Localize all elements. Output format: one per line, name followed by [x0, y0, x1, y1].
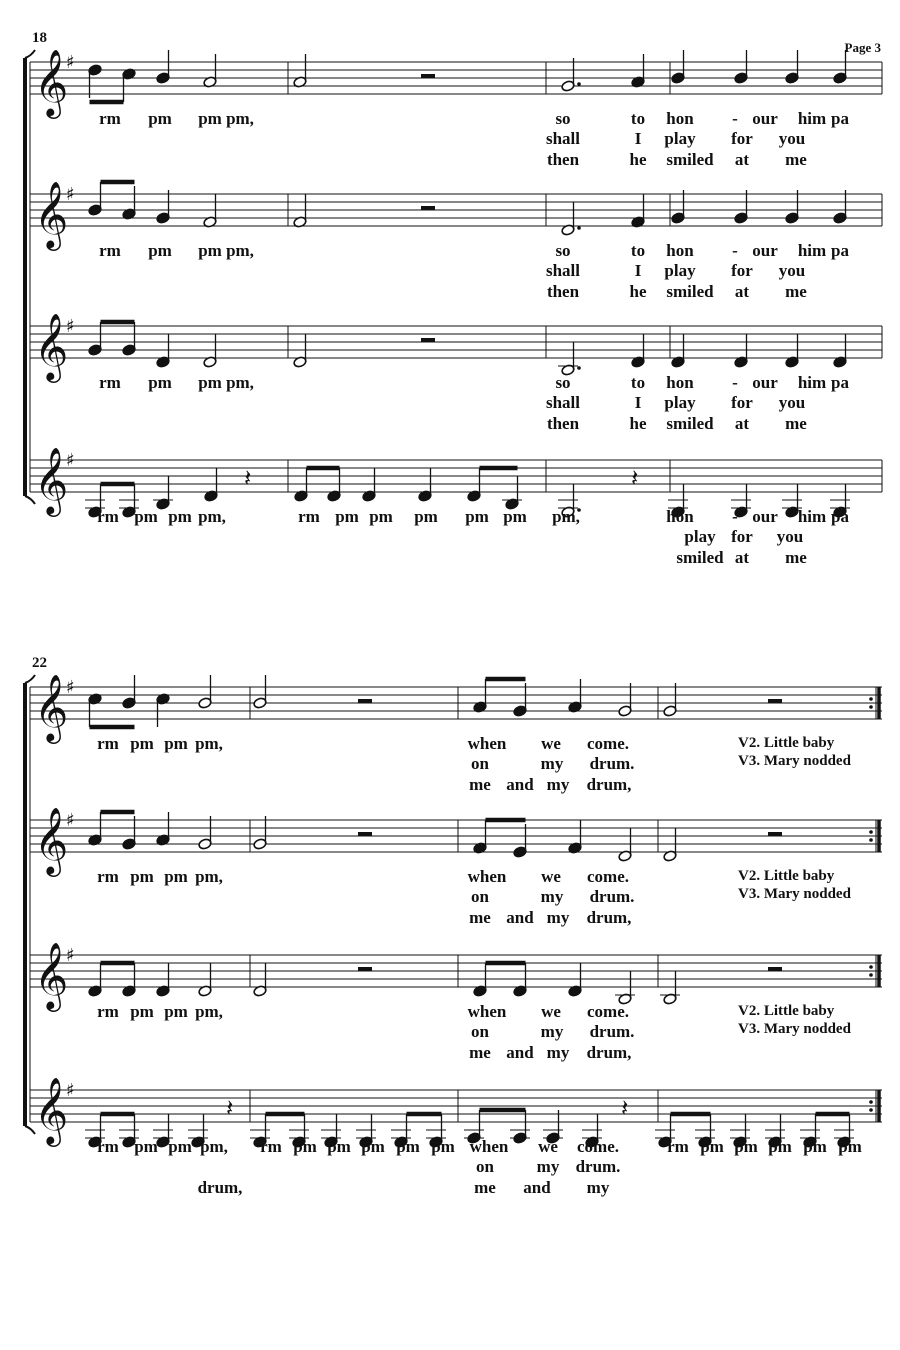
- lyric-syllable: pm: [293, 1137, 317, 1156]
- lyric-syllable: when: [469, 1137, 509, 1156]
- lyric-syllable: when: [467, 867, 507, 886]
- lyric-syllable: for: [731, 393, 753, 412]
- treble-clef-icon: 𝄞: [34, 48, 69, 116]
- lyric-syllable: to: [630, 241, 646, 260]
- lyric-syllable: pa: [831, 241, 849, 260]
- lyric-syllable: pm: [134, 507, 158, 526]
- lyric-syllable: my: [536, 1157, 560, 1176]
- repeat-dot: [869, 697, 873, 701]
- lyric-syllable: pm: [130, 867, 154, 886]
- verse-label: V3. Mary nodded: [738, 753, 851, 769]
- staff: [30, 673, 882, 794]
- half-rest: [768, 967, 782, 971]
- half-rest: [768, 699, 782, 703]
- key-signature-sharp-icon: ♯: [66, 945, 75, 966]
- lyric-syllable: he: [629, 282, 647, 301]
- half-rest: [768, 832, 782, 836]
- dot: [577, 366, 581, 370]
- lyric-syllable: my: [546, 1043, 570, 1062]
- lyric-syllable: our: [752, 109, 778, 128]
- quarter-rest: 𝄽: [621, 1094, 629, 1122]
- lyric-syllable: me: [785, 282, 807, 301]
- lyric-syllable: drum,: [586, 775, 632, 794]
- lyric-syllable: pm: [198, 109, 222, 128]
- lyric-syllable: so: [555, 373, 571, 392]
- treble-clef-icon: 𝄞: [34, 941, 69, 1009]
- key-signature-sharp-icon: ♯: [66, 1080, 75, 1101]
- lyric-syllable: rm: [97, 734, 119, 753]
- quarter-rest: 𝄽: [226, 1094, 234, 1122]
- half-rest: [421, 338, 435, 342]
- lyric-syllable: pm: [414, 507, 438, 526]
- lyric-syllable: he: [629, 150, 647, 169]
- lyric-syllable: me: [785, 414, 807, 433]
- lyric-syllable: play: [684, 527, 716, 546]
- lyric-syllable: pm: [700, 1137, 724, 1156]
- lyric-syllable: rm: [298, 507, 320, 526]
- lyric-syllable: we: [541, 867, 561, 886]
- lyric-syllable: for: [731, 527, 753, 546]
- lyric-syllable: you: [778, 393, 806, 412]
- lyric-syllable: at: [734, 282, 750, 301]
- lyric-syllable: pm: [148, 241, 172, 260]
- lyric-syllable: drum.: [589, 887, 635, 906]
- lyric-syllable: our: [752, 241, 778, 260]
- lyric-syllable: pm: [164, 734, 188, 753]
- repeat-dot: [869, 705, 873, 709]
- lyric-syllable: pm: [148, 109, 172, 128]
- lyric-syllable: -: [732, 507, 738, 526]
- dot: [577, 226, 581, 230]
- lyric-syllable: our: [752, 507, 778, 526]
- lyric-syllable: pm,: [552, 507, 580, 526]
- page-number-label: Page 3: [844, 40, 881, 55]
- treble-clef-icon: 𝄞: [34, 180, 69, 248]
- lyric-syllable: pm,: [198, 507, 226, 526]
- lyric-syllable: we: [541, 1002, 561, 1021]
- lyric-syllable: rm: [260, 1137, 282, 1156]
- lyric-syllable: then: [546, 414, 580, 433]
- staff: [30, 48, 882, 169]
- key-signature-sharp-icon: ♯: [66, 316, 75, 337]
- lyric-syllable: play: [664, 393, 696, 412]
- lyric-syllable: shall: [545, 393, 581, 412]
- lyric-syllable: and: [506, 908, 534, 927]
- lyric-syllable: pm,: [195, 734, 223, 753]
- repeat-dot: [869, 830, 873, 834]
- lyric-syllable: when: [467, 734, 507, 753]
- lyric-syllable: rm: [667, 1137, 689, 1156]
- verse-label: V2. Little baby: [738, 1003, 835, 1019]
- staff: [30, 446, 882, 567]
- lyric-syllable: pm,: [195, 1002, 223, 1021]
- lyric-syllable: and: [506, 775, 534, 794]
- lyric-syllable: we: [538, 1137, 558, 1156]
- lyric-syllable: I: [634, 261, 642, 280]
- lyric-syllable: pm: [168, 1137, 192, 1156]
- lyric-syllable: shall: [545, 261, 581, 280]
- lyric-syllable: me: [474, 1178, 496, 1197]
- measure-number: 22: [32, 655, 47, 671]
- lyric-syllable: on: [471, 887, 489, 906]
- treble-clef-icon: 𝄞: [34, 673, 69, 741]
- verse-label: V2. Little baby: [738, 735, 835, 751]
- lyric-syllable: me: [469, 908, 491, 927]
- lyric-syllable: -: [732, 373, 738, 392]
- staff: [30, 1076, 882, 1197]
- lyric-syllable: rm: [97, 1002, 119, 1021]
- lyric-syllable: pm: [361, 1137, 385, 1156]
- lyric-syllable: so: [555, 241, 571, 260]
- lyric-syllable: pm,: [226, 109, 254, 128]
- lyric-syllable: pm,: [226, 241, 254, 260]
- half-rest: [358, 967, 372, 971]
- lyric-syllable: shall: [545, 129, 581, 148]
- lyric-syllable: and: [523, 1178, 551, 1197]
- verse-label: V3. Mary nodded: [738, 886, 851, 902]
- lyric-syllable: pm: [803, 1137, 827, 1156]
- repeat-dot: [869, 1108, 873, 1112]
- repeat-dot: [869, 838, 873, 842]
- lyric-syllable: pm: [168, 507, 192, 526]
- lyric-syllable: my: [586, 1178, 610, 1197]
- lyric-syllable: drum.: [575, 1157, 621, 1176]
- lyric-syllable: my: [546, 775, 570, 794]
- lyric-syllable: drum,: [586, 908, 632, 927]
- lyric-syllable: hon: [666, 373, 694, 392]
- lyric-syllable: him: [797, 109, 827, 128]
- lyric-syllable: pa: [831, 507, 849, 526]
- lyric-syllable: I: [634, 129, 642, 148]
- lyric-syllable: -: [732, 241, 738, 260]
- lyric-syllable: and: [506, 1043, 534, 1062]
- lyric-syllable: my: [540, 754, 564, 773]
- lyric-syllable: rm: [99, 109, 121, 128]
- lyric-syllable: me: [785, 548, 807, 567]
- lyric-syllable: when: [467, 1002, 507, 1021]
- dot: [577, 82, 581, 86]
- lyric-syllable: pm,: [200, 1137, 228, 1156]
- repeat-dot: [869, 965, 873, 969]
- lyric-syllable: my: [540, 1022, 564, 1041]
- key-signature-sharp-icon: ♯: [66, 810, 75, 831]
- lyric-syllable: -: [732, 109, 738, 128]
- lyric-syllable: pm,: [226, 373, 254, 392]
- lyric-syllable: we: [541, 734, 561, 753]
- lyric-syllable: pm: [148, 373, 172, 392]
- lyric-syllable: my: [540, 887, 564, 906]
- staff: [30, 180, 882, 301]
- lyric-syllable: pm: [335, 507, 359, 526]
- half-rest: [421, 74, 435, 78]
- lyric-syllable: pm: [164, 1002, 188, 1021]
- lyric-syllable: I: [634, 393, 642, 412]
- lyric-syllable: pm: [327, 1137, 351, 1156]
- lyric-syllable: play: [664, 129, 696, 148]
- lyric-syllable: pm: [130, 734, 154, 753]
- lyric-syllable: pm: [734, 1137, 758, 1156]
- staff: [30, 941, 882, 1062]
- staff: [30, 806, 882, 927]
- lyric-syllable: come.: [586, 867, 630, 886]
- lyric-syllable: drum.: [589, 754, 635, 773]
- half-rest: [358, 699, 372, 703]
- lyric-syllable: pm: [838, 1137, 862, 1156]
- treble-clef-icon: 𝄞: [34, 312, 69, 380]
- lyric-syllable: come.: [586, 1002, 630, 1021]
- lyric-syllable: him: [797, 373, 827, 392]
- lyric-syllable: pm: [369, 507, 393, 526]
- lyric-syllable: rm: [97, 867, 119, 886]
- lyric-syllable: me: [469, 775, 491, 794]
- lyric-syllable: me: [469, 1043, 491, 1062]
- verse-label: V2. Little baby: [738, 868, 835, 884]
- lyric-syllable: at: [734, 414, 750, 433]
- lyric-syllable: play: [664, 261, 696, 280]
- lyric-syllable: our: [752, 373, 778, 392]
- lyric-syllable: pm: [198, 241, 222, 260]
- lyric-syllable: him: [797, 241, 827, 260]
- lyric-syllable: you: [776, 527, 804, 546]
- key-signature-sharp-icon: ♯: [66, 52, 75, 73]
- repeat-dot: [869, 973, 873, 977]
- key-signature-sharp-icon: ♯: [66, 450, 75, 471]
- lyric-syllable: on: [471, 1022, 489, 1041]
- lyric-syllable: hon: [666, 241, 694, 260]
- lyric-syllable: pm,: [195, 867, 223, 886]
- lyric-syllable: pm: [431, 1137, 455, 1156]
- lyric-syllable: hon: [666, 507, 694, 526]
- lyric-syllable: pm: [396, 1137, 420, 1156]
- lyric-syllable: come.: [576, 1137, 620, 1156]
- lyric-syllable: you: [778, 129, 806, 148]
- lyric-syllable: on: [476, 1157, 494, 1176]
- quarter-rest: 𝄽: [244, 464, 252, 492]
- lyric-syllable: at: [734, 150, 750, 169]
- lyric-syllable: you: [778, 261, 806, 280]
- lyric-syllable: on: [471, 754, 489, 773]
- verse-label: V3. Mary nodded: [738, 1021, 851, 1037]
- lyric-syllable: to: [630, 109, 646, 128]
- lyric-syllable: pm: [198, 373, 222, 392]
- lyric-syllable: pm: [768, 1137, 792, 1156]
- half-rest: [358, 832, 372, 836]
- lyric-syllable: him: [797, 507, 827, 526]
- lyric-syllable: me: [785, 150, 807, 169]
- lyric-syllable: drum,: [197, 1178, 243, 1197]
- lyric-syllable: pm: [164, 867, 188, 886]
- lyric-syllable: smiled: [666, 150, 714, 169]
- lyric-syllable: pm: [503, 507, 527, 526]
- quarter-rest: 𝄽: [631, 464, 639, 492]
- measure-number: 18: [32, 30, 47, 46]
- lyric-syllable: then: [546, 150, 580, 169]
- treble-clef-icon: 𝄞: [34, 1076, 69, 1144]
- lyric-syllable: pm: [130, 1002, 154, 1021]
- lyric-syllable: for: [731, 129, 753, 148]
- staff: [30, 312, 882, 433]
- lyric-syllable: for: [731, 261, 753, 280]
- lyric-syllable: pm: [134, 1137, 158, 1156]
- lyric-syllable: rm: [97, 1137, 119, 1156]
- lyric-syllable: so: [555, 109, 571, 128]
- lyric-syllable: rm: [99, 373, 121, 392]
- repeat-dot: [869, 1100, 873, 1104]
- lyric-syllable: at: [734, 548, 750, 567]
- lyric-syllable: pa: [831, 373, 849, 392]
- treble-clef-icon: 𝄞: [34, 446, 69, 514]
- lyric-syllable: come.: [586, 734, 630, 753]
- lyric-syllable: my: [546, 908, 570, 927]
- lyric-syllable: smiled: [666, 414, 714, 433]
- lyric-syllable: drum.: [589, 1022, 635, 1041]
- treble-clef-icon: 𝄞: [34, 806, 69, 874]
- lyric-syllable: rm: [97, 507, 119, 526]
- lyric-syllable: pm: [465, 507, 489, 526]
- lyric-syllable: drum,: [586, 1043, 632, 1062]
- key-signature-sharp-icon: ♯: [66, 184, 75, 205]
- lyric-syllable: he: [629, 414, 647, 433]
- lyric-syllable: smiled: [676, 548, 724, 567]
- key-signature-sharp-icon: ♯: [66, 677, 75, 698]
- lyric-syllable: smiled: [666, 282, 714, 301]
- lyric-syllable: hon: [666, 109, 694, 128]
- lyric-syllable: to: [630, 373, 646, 392]
- half-rest: [421, 206, 435, 210]
- lyric-syllable: rm: [99, 241, 121, 260]
- lyric-syllable: then: [546, 282, 580, 301]
- lyric-syllable: pa: [831, 109, 849, 128]
